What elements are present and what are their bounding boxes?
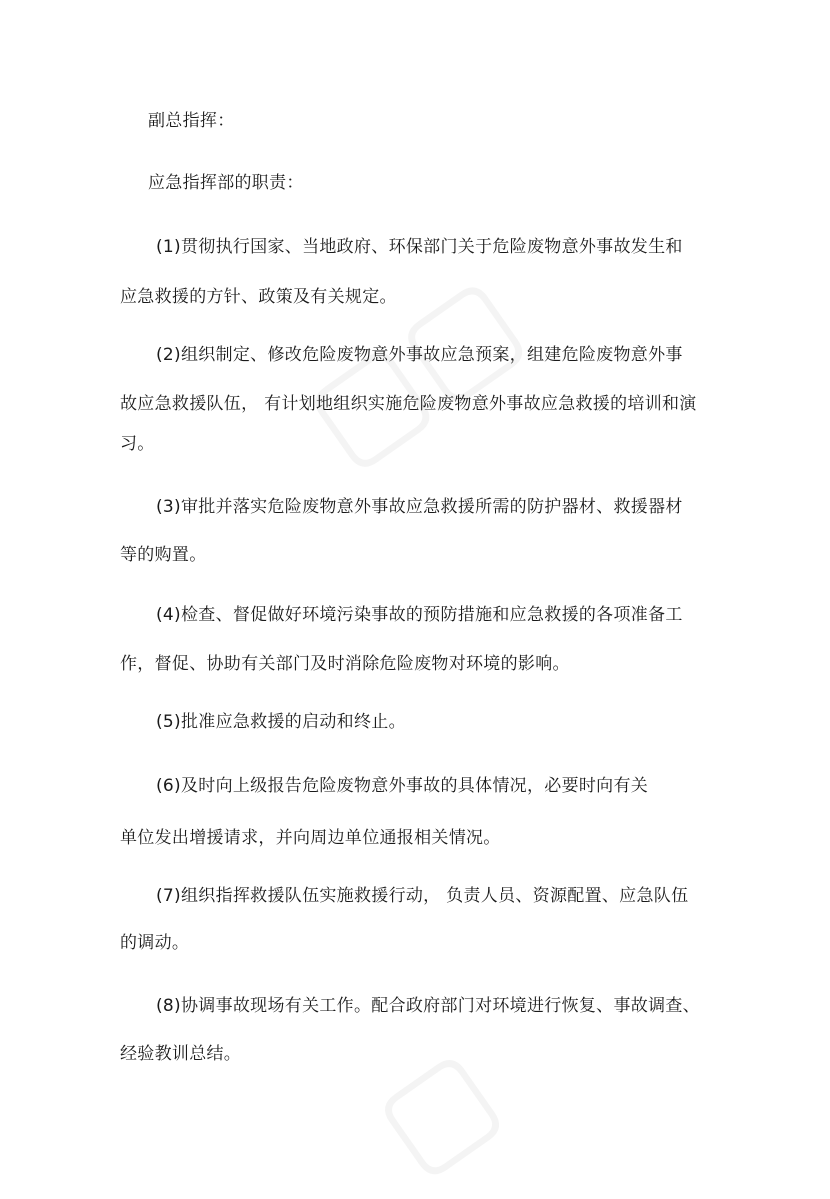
duty-item-5-line-1: (5)批准应急救援的启动和终止。	[156, 712, 406, 732]
watermark-mark	[281, 248, 546, 492]
duty-item-2-line-2: 故应急救援队伍， 有计划地组织实施危险废物意外事故应急救援的培训和演	[120, 394, 697, 414]
duty-item-8-line-1: (8)协调事故现场有关工作。配合政府部门对环境进行恢复、事故调查、	[156, 996, 700, 1016]
duty-item-6-line-2: 单位发出增援请求，并向周边单位通报相关情况。	[120, 828, 501, 848]
duty-item-8-line-2: 经验教训总结。	[120, 1044, 242, 1064]
duty-item-1-line-2: 应急救援的方针、政策及有关规定。	[120, 287, 397, 307]
duty-item-6-line-1: (6)及时向上级报告危险废物意外事故的具体情况，必要时向有关	[156, 776, 649, 796]
heading-duties: 应急指挥部的职责：	[148, 173, 304, 193]
duty-item-2-line-3: 习。	[120, 434, 155, 454]
duty-item-3-line-1: (3)审批并落实危险废物意外事故应急救援所需的防护器材、救援器材	[156, 497, 683, 517]
duty-item-2-line-1: (2)组织制定、修改危险废物意外事故应急预案，组建危险废物意外事	[156, 345, 683, 365]
duty-item-3-line-2: 等的购置。	[120, 545, 207, 565]
heading-deputy-commander: 副总指挥：	[148, 111, 235, 131]
duty-item-7-line-2: 的调动。	[120, 933, 190, 953]
duty-item-4-line-2: 作，督促、协助有关部门及时消除危险废物对环境的影响。	[120, 654, 570, 674]
watermark-mark	[350, 1020, 523, 1199]
duty-item-1-line-1: (1)贯彻执行国家、当地政府、环保部门关于危险废物意外事故发生和	[156, 237, 683, 257]
duty-item-4-line-1: (4)检查、督促做好环境污染事故的预防措施和应急救援的各项准备工	[156, 605, 683, 625]
duty-item-7-line-1: (7)组织指挥救援队伍实施救援行动， 负责人员、资源配置、应急队伍	[156, 886, 689, 906]
